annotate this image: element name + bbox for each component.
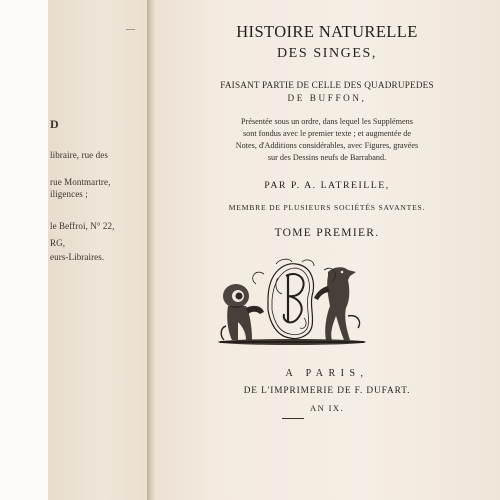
imprint-rule [282, 418, 304, 419]
left-page-fragment: iligences ; [50, 189, 88, 199]
imprint-place: A PARIS, [285, 368, 369, 379]
author-line: PAR P. A. LATREILLE, [264, 180, 390, 191]
description-line: Présentée sous un ordre, dans lequel les Supplémens [241, 117, 413, 126]
description-line: sont fondus avec le premier texte ; et augmentée de [242, 129, 411, 138]
dog-figure [314, 267, 360, 340]
subtitle-line-1: FAISANT PARTIE DE CELLE DES QUADRUPEDES [220, 80, 434, 90]
left-page-fragment: D [50, 117, 59, 131]
imprint-printer: DE L'IMPRIMERIE DE F. DUFART. [243, 386, 411, 396]
background [0, 0, 48, 500]
left-page-fragment: eurs-Libraires. [50, 252, 105, 262]
left-page-fragment: RG, [50, 238, 66, 248]
left-page-fragment: rue Montmartre, [50, 177, 111, 187]
title-line-1: HISTOIRE NATURELLE [236, 22, 418, 41]
volume-label: TOME PREMIER. [274, 227, 380, 239]
left-page-fragment: le Beffroi, N° 22, [50, 221, 115, 231]
left-page [48, 0, 148, 500]
title-line-2: DES SINGES, [276, 46, 378, 61]
subtitle-line-2: DE BUFFON, [287, 93, 367, 103]
monogram-vignette-icon [216, 256, 368, 346]
author-affiliation: MEMBRE DE PLUSIEURS SOCIÉTÉS SAVANTES. [228, 203, 426, 212]
lion-figure [221, 284, 264, 340]
description-line: Notes, d'Additions considérables, avec Figures, gravées [235, 141, 419, 150]
imprint-year: AN IX. [310, 403, 344, 413]
description-line: sur des Dessins neufs de Barraband. [267, 153, 387, 162]
title-page [126, 0, 500, 500]
left-page-fragment: libraire, rue des [50, 150, 108, 160]
page-mark: — [126, 24, 135, 34]
